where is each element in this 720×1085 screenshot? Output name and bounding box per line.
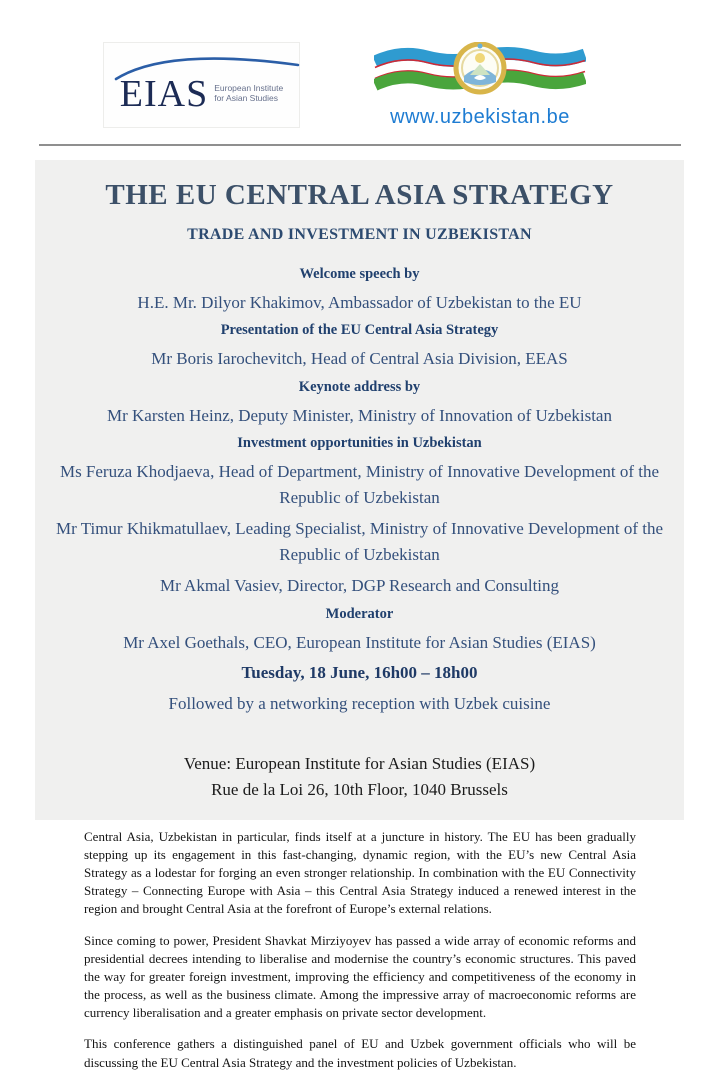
uzbekistan-emblem-icon [456,44,504,93]
header-divider [39,144,681,146]
venue-line1: Venue: European Institute for Asian Studies (EIAS) [183,753,536,773]
agenda-speaker: H.E. Mr. Dilyor Khakimov, Ambassador of Uzbekistan to the EU [137,292,582,312]
agenda-heading: Investment opportunities in Uzbekistan [237,435,482,452]
uzbekistan-flag-icon [374,42,586,104]
agenda-heading: Welcome speech by [299,265,420,282]
venue-block [45,751,674,804]
eias-logo-tagline: European Institute for Asian Studies [214,82,284,104]
event-title: THE EU CENTRAL ASIA STRATEGY [105,179,614,211]
eias-logo [103,42,300,128]
agenda-speaker: Mr Boris Iarochevitch, Head of Central Asia Division, EEAS [151,349,568,369]
body-text [84,828,636,1072]
agenda-speaker: Ms Feruza Khodjaeva, Head of Department, Ministry of Innovative Development of the Republic of Uzbekistan [59,462,660,507]
agenda-heading: Keynote address by [298,378,421,395]
paragraph-1: Central Asia, Uzbekistan in particular, finds itself at a juncture in history. The EU has been gradually stepping up its engagement in this fast-changing, dynamic region, with the EU’s new Central Asia Strategy as a lodestar for forging an even stronger relationship. In combination with the EU Connectivity Strategy – Connecting Europe with Asia – this Central Asia Strategy induced a renewed interest in the region and brought Central Asia at the forefront of Europe’s external relations. [84,828,636,917]
eias-logo-wordmark: EIAS [119,72,209,115]
uzbekistan-logo [374,42,586,129]
event-panel [35,160,684,820]
agenda-speaker: Mr Axel Goethals, CEO, European Institute for Asian Studies (EIAS) [123,632,596,652]
header [0,0,720,129]
agenda-heading: Presentation of the EU Central Asia Strategy [220,322,499,339]
uzbekistan-url-link[interactable]: www.uzbekistan.be [390,106,570,128]
agenda [45,266,674,717]
agenda-speaker: Mr Karsten Heinz, Deputy Minister, Ministry of Innovation of Uzbekistan [107,405,612,425]
agenda-speaker: Mr Timur Khikmatullaev, Leading Specialist, Ministry of Innovative Development of the Republic of Uzbekistan [55,519,664,564]
venue-line2: Rue de la Loi 26, 10th Floor, 1040 Brussels [211,780,508,800]
agenda-heading: Moderator [325,605,394,622]
paragraph-3: This conference gathers a distinguished panel of EU and Uzbek government officials who will be discussing the EU Central Asia Strategy and the investment policies of Uzbekistan. [84,1036,636,1070]
event-subtitle: TRADE AND INVESTMENT IN UZBEKISTAN [187,225,532,243]
event-datetime: Tuesday, 18 June, 16h00 – 18h00 [241,663,478,683]
paragraph-2: Since coming to power, President Shavkat Mirziyoyev has passed a wide array of economic reforms and presidential decrees intending to liberalise and modernise the country’s economic structures. This paved the way for greater foreign investment, improving the efficiency and competitiveness of the economy in the process, as well as the business climate. Among the impressive array of macroeconomic reforms are currency liberalisation and a greater emphasis on private sector development. [84,932,636,1021]
agenda-speaker: Mr Akmal Vasiev, Director, DGP Research and Consulting [159,576,560,596]
eias-swoosh-icon [112,43,302,83]
agenda-note: Followed by a networking reception with Uzbek cuisine [168,694,551,714]
